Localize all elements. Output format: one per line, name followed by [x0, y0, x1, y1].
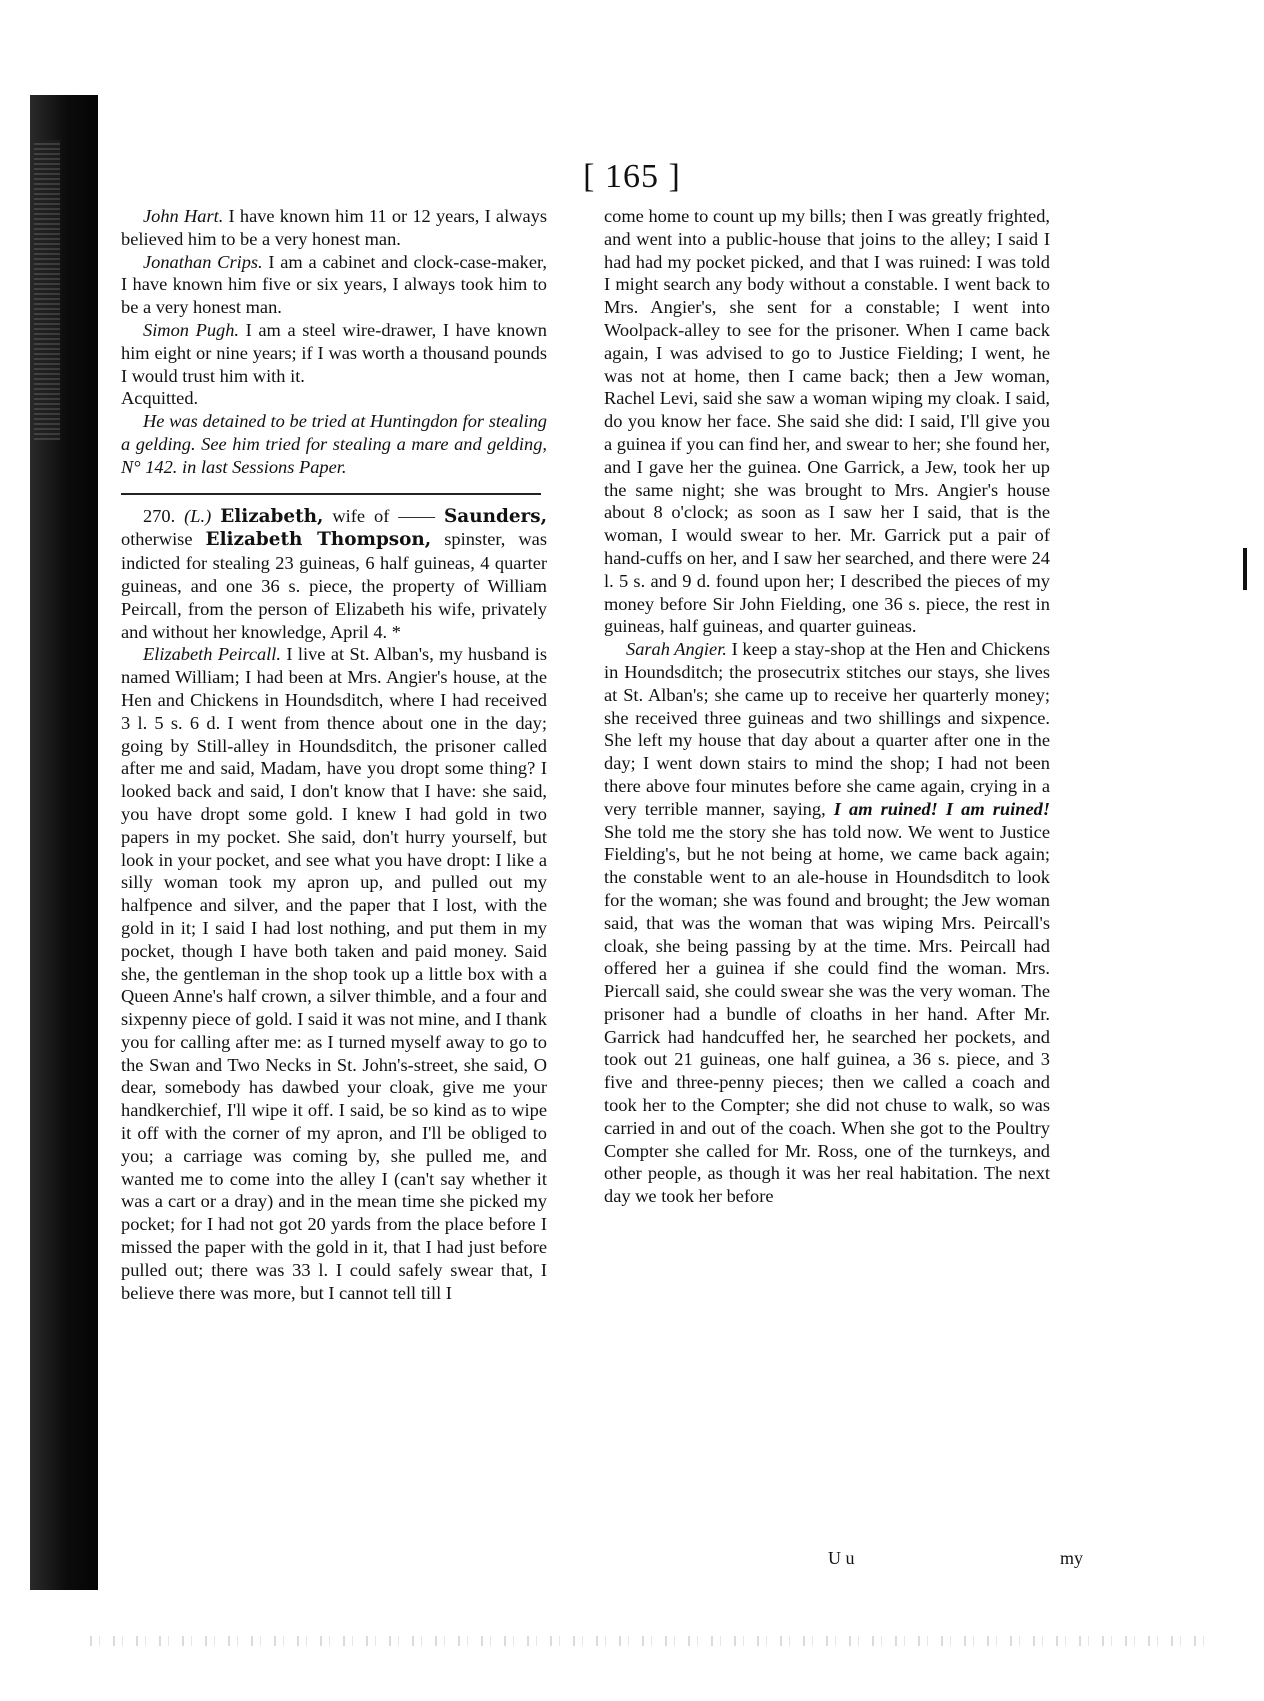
case-note: He was detained to be tried at Huntingdon for stealing a gelding. See him tried for stealing a mare and gelding, N° 142. in last Sessions Paper.	[121, 411, 547, 477]
testimony-elizabeth-peircall	[121, 643, 547, 1304]
testimony-john-hart	[121, 205, 547, 251]
testimony-text: She told me the story she has told now. We went to Justice Fielding's, but he not being at home, we came back again; the constable went to an ale-house in Houndsditch to look for the woman; she was found and brought; the Jew woman said, that was the woman that was wiping Mrs. Peircall's cloak, she being passing by at the time. Mrs. Peircall had offered her a guinea if she could find the woman. Mrs. Piercall said, she could swear she was the very woman. The prisoner had a bundle of cloaths in her hand. After Mr. Garrick had handcuffed her, he searched her pockets, and took out 21 guineas, one half guinea, a 36 s. piece, and 3 five and three-penny pieces; then we called a coach and took her to the Compter; she did not chuse to walk, so was carried in and out of the coach. When she got to the Poultry Compter she called for Mr. Ross, one of the turnkeys, and other people, as though it was her real habitation. The next day we took her before	[604, 821, 1050, 1207]
section-rule	[121, 493, 541, 495]
speaker-name: Jonathan Crips.	[143, 251, 263, 272]
case-number: 270.	[143, 505, 176, 526]
testimony-text: I live at St. Alban's, my husband is named William; I had been at Mrs. Angier's house, at the Hen and Chickens in Houndsditch, where I had received 3 l. 5 s. 6 d. I went from thence about one in the day; going by Still-alley in Houndsditch, the prisoner called after me and said, Madam, have you dropt some thing? I looked back and said, I don't know that I have: she said, you have dropt some gold. I knew I had gold in two papers in my pocket. She said, don't hurry yourself, but look in your pocket, and see what you have dropt: I like a silly woman took my apron up, and pulled out my halfpence and silver, and the paper that I lost, with the gold in it; I said I had lost nothing, and put them in my pocket, though I have both taken and paid money. Said she, the gentleman in the shop took up a little box with a Queen Anne's half crown, a silver thimble, and a four and sixpenny piece of gold. I said it was not mine, and I thank you for calling after me: as I turned myself away to go to the Swan and Two Necks in St. John's-street, she said, O dear, somebody has dawbed your cloak, give me your handkerchief, I'll wipe it off. I said, be so kind as to wipe it off with the corner of my apron, and I'll be obliged to you; a carriage was coming by, she pulled me, and wanted me to come into the alley I (can't say whether it was a cart or a dray) and in the mean time she picked my pocket; for I had not got 20 yards from the place before I missed the paper with the gold in it, that I had just before pulled out; there was 33 l. I could safely swear that, I believe there was more, but I cannot tell till I	[121, 644, 547, 1303]
catchword: my	[1060, 1548, 1084, 1568]
case-text: wife of ——	[332, 505, 436, 526]
testimony-text: I am a steel wire-drawer, I have known him eight or nine years; if I was worth a thousand pounds I would trust him with it.	[121, 319, 547, 386]
testimony-text: I keep a stay-shop at the Hen and Chickens in Houndsditch; the prosecutrix stitches our stays, she lives at St. Alban's; she came up to receive her quarterly money; she received three guineas and two shillings and sixpence. She left my house that day about a quarter after one in the day; I went down stairs to mind the shop; I had not been there above four minutes before she came again, crying in a very terrible manner, saying,	[604, 639, 1050, 819]
left-column	[121, 205, 547, 1304]
signature-mark: U u	[828, 1548, 855, 1568]
testimony-text: I am a cabinet and clock-case-maker, I have known him five or six years, I always took him to be a very honest man.	[121, 251, 547, 318]
speaker-name: Elizabeth Peircall.	[143, 644, 281, 665]
case-text: otherwise	[121, 529, 193, 550]
page-number: [ 165 ]	[583, 158, 681, 195]
case-text: spinster, was indicted for stealing 23 guineas, 6 half guineas, 4 quarter guineas, and one 36 s. piece, the property of William Peircall, from the person of Elizabeth his wife, privately and without her knowledge, April 4. *	[121, 529, 547, 642]
defendant-surname: Saunders,	[444, 505, 547, 527]
testimony-continuation: come home to count up my bills; then I was greatly frighted, and went into a public-house that joins to the alley; I said I had had my pocket picked, and that I was ruined: I was told I might search any body without a constable. I went back to Mrs. Angier's, she sent for a constable; I went into Woolpack-alley to see for the prisoner. When I came back again, I was advised to go to Justice Fielding; I went, he was not at home, then I came back; then a Jew woman, Rachel Levi, said she saw a woman wiping my cloak. I said, do you know her face. She said she did: I said, I'll give you a guinea if you can find her, and swear to her; she found her, and I gave her the guinea. One Garrick, a Jew, took her up the same night; she was brought to Mrs. Angier's house about 8 o'clock; as soon as I saw her I said, that is the woman, I would swear to her. Mr. Garrick put a pair of hand-cuffs on her, and I saw her searched, and there were 24 l. 5 s. and 9 d. found upon her; I described the pieces of my money before Sir John Fielding, one 36 s. piece, the rest in guineas, half guineas, and quarter guineas.	[604, 206, 1050, 637]
speaker-name: Sarah Angier.	[626, 639, 727, 660]
testimony-text: I have known him 11 or 12 years, I always believed him to be a very honest man.	[121, 206, 547, 249]
right-column	[604, 205, 1050, 1208]
defendant-alias: Elizabeth Thompson,	[205, 529, 432, 551]
testimony-jonathan-crips	[121, 251, 547, 319]
case-indictment	[121, 505, 547, 644]
quoted-exclamation: I am ruined! I am ruined!	[833, 798, 1050, 819]
defendant-name: Elizabeth,	[220, 505, 324, 527]
testimony-simon-pugh	[121, 319, 547, 387]
speaker-name: John Hart.	[143, 206, 224, 226]
verdict: Acquitted.	[121, 388, 199, 409]
scan-noise	[90, 1636, 1210, 1646]
page-edge-mark	[1243, 548, 1247, 590]
speaker-name: Simon Pugh.	[143, 319, 240, 340]
testimony-sarah-angier	[604, 638, 1050, 1208]
case-mark: (L.)	[184, 505, 212, 526]
